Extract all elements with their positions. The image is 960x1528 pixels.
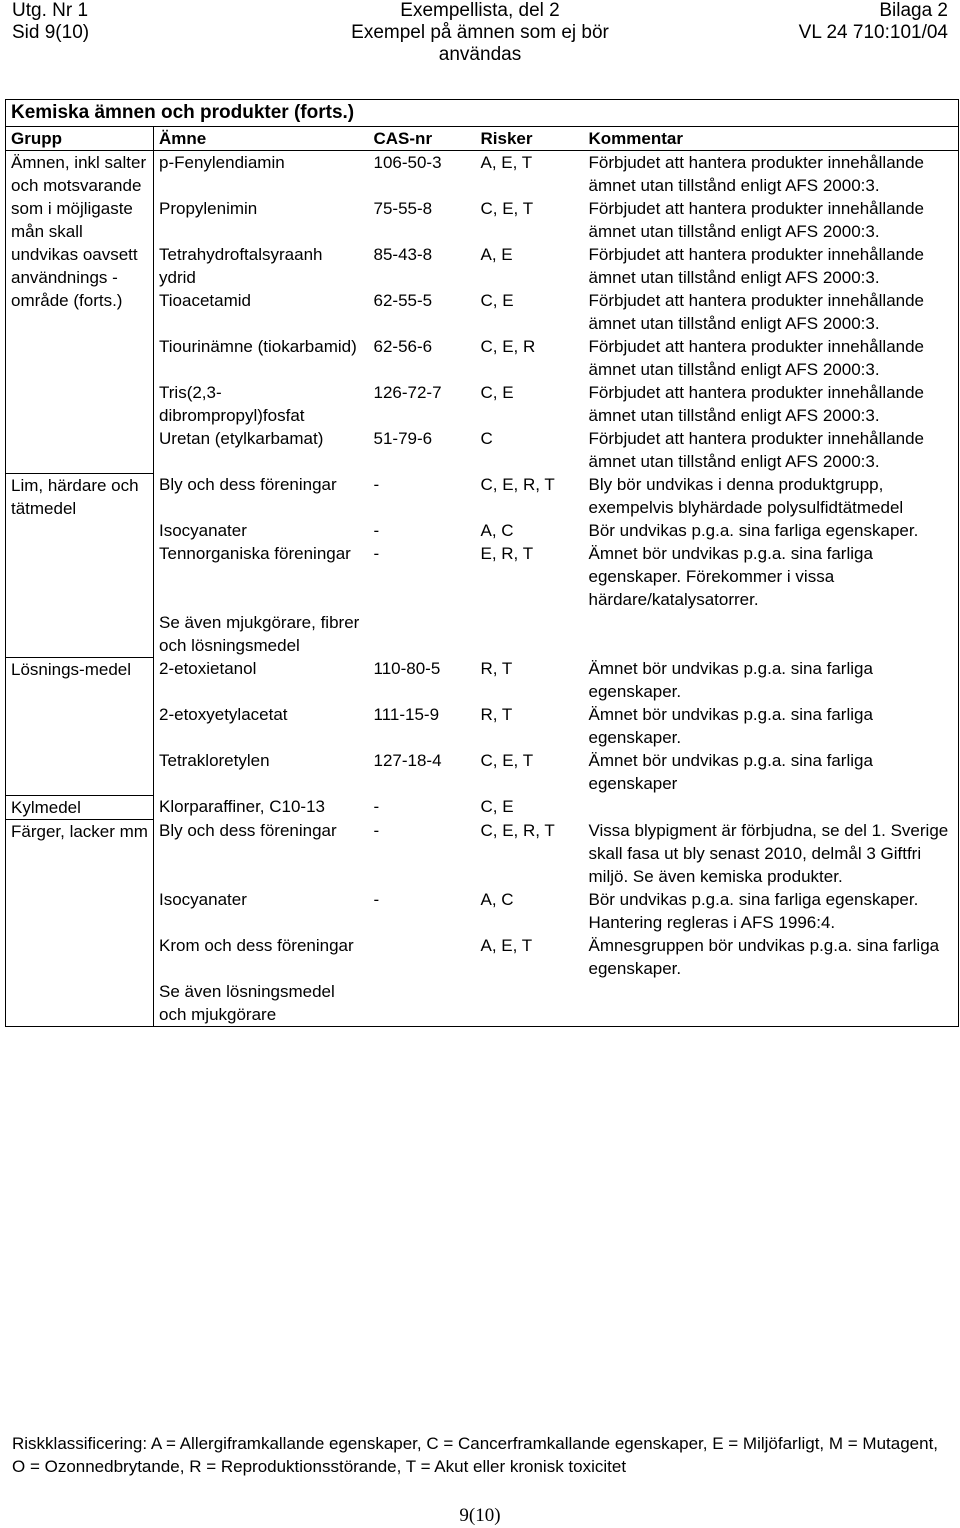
comment-cell: Förbjudet att hantera produkter innehållande ämnet utan tillstånd enligt AFS 2000:3. [584, 197, 959, 243]
cas-cell: 110-80-5 [373, 659, 441, 678]
comment-cell: Förbjudet att hantera produkter innehållande ämnet utan tillstånd enligt AFS 2000:3. [584, 243, 959, 289]
comment-cell [584, 611, 959, 657]
substance-cell: Tiourinämne (tiokarbamid) [159, 337, 357, 356]
cas-cell: 111-15-9 [373, 705, 440, 724]
risk-cell: R, T [480, 659, 513, 678]
risk-cell: A, C [480, 521, 514, 540]
table-row [6, 795, 959, 819]
risk-cell: C, E, R, T [480, 475, 555, 494]
substance-cell: Bly och dess föreningar [159, 475, 337, 494]
substance-cell: 2-etoxietanol [159, 659, 257, 678]
document-number: VL 24 710:101/04 [798, 22, 948, 43]
substance-cell: Klorparaffiner, C10-13 [159, 797, 326, 816]
comment-cell: Ämnet bör undvikas p.g.a. sina farliga egenskaper. [584, 703, 959, 749]
table-row [6, 657, 959, 703]
comment-cell: Förbjudet att hantera produkter innehållande ämnet utan tillstånd enligt AFS 2000:3. [584, 427, 959, 473]
group-cell: Ämnen, inkl salter och motsvarande som i möjligaste mån skall undvikas oavsett användnings -område (forts.) [6, 151, 154, 474]
substance-cell: Uretan (etylkarbamat) [159, 429, 324, 448]
cas-cell [369, 611, 476, 657]
cas-cell: 85-43-8 [373, 245, 433, 264]
cas-cell [369, 980, 476, 1027]
cas-cell: - [373, 544, 380, 563]
substance-cell: Krom och dess föreningar [159, 936, 354, 955]
substance-cell: Tetrakloretylen [159, 751, 270, 770]
risk-legend: Riskklassificering: A = Allergiframkallande egenskaper, C = Cancerframkallande egenskaper, E = Miljöfarligt, M = Mutagent, O = Ozonnedbrytande, R = Reproduktionsstörande, T = Akut eller kronisk toxicitet [12, 1434, 939, 1476]
group-cell: Lösnings-medel [6, 657, 154, 795]
comment-cell: Bör undvikas p.g.a. sina farliga egenskaper. Hantering regleras i AFS 1996:4. [584, 888, 959, 934]
cas-cell: 51-79-6 [373, 429, 433, 448]
risk-cell: C, E, T [480, 751, 534, 770]
cas-cell [369, 934, 476, 980]
risk-cell: A, C [480, 890, 514, 909]
table-row [6, 151, 959, 198]
page-number: 9(10) [459, 1505, 501, 1526]
list-title: Exempellista, del 2 [400, 0, 560, 21]
comment-cell: Förbjudet att hantera produkter innehållande ämnet utan tillstånd enligt AFS 2000:3. [584, 151, 959, 198]
substance-cell: Tennorganiska föreningar [159, 544, 351, 563]
substance-cell: Bly och dess föreningar [159, 821, 337, 840]
comment-cell: Ämnet bör undvikas p.g.a. sina farliga egenskaper [584, 749, 959, 795]
list-subtitle: Exempel på ämnen som ej bör användas [351, 22, 609, 65]
comment-cell: Förbjudet att hantera produkter innehållande ämnet utan tillstånd enligt AFS 2000:3. [584, 335, 959, 381]
table-title: Kemiska ämnen och produkter (forts.) [6, 100, 959, 127]
risk-cell: C, E [480, 383, 514, 402]
appendix-label: Bilaga 2 [879, 0, 948, 21]
group-cell: Färger, lacker mm [6, 819, 154, 1027]
cas-cell: 126-72-7 [373, 383, 442, 402]
substance-cell: 2-etoxyetylacetat [159, 705, 288, 724]
comment-cell: Förbjudet att hantera produkter innehållande ämnet utan tillstånd enligt AFS 2000:3. [584, 381, 959, 427]
group-cell: Kylmedel [6, 795, 154, 819]
risk-cell: C, E [480, 797, 514, 816]
substance-cell: Propylenimin [159, 199, 258, 218]
substance-cell: p-Fenylendiamin [159, 153, 285, 172]
cas-cell: 106-50-3 [373, 153, 442, 172]
risk-cell: A, E [480, 245, 513, 264]
risk-cell: C [480, 429, 493, 448]
risk-cell: A, E, T [480, 153, 533, 172]
risk-cell: C, E [480, 291, 514, 310]
column-header: Ämne [154, 127, 369, 151]
cas-cell: - [373, 797, 380, 816]
table-header-row [6, 127, 959, 151]
substance-cell: Isocyanater [159, 890, 247, 909]
table-row [6, 819, 959, 888]
comment-cell: Bly bör undvikas i denna produktgrupp, exempelvis blyhärdade polysulfidtätmedel [584, 473, 959, 519]
comment-cell: Ämnet bör undvikas p.g.a. sina farliga egenskaper. [584, 657, 959, 703]
cas-cell: - [373, 821, 380, 840]
cas-cell: 62-56-6 [373, 337, 433, 356]
comment-cell: Förbjudet att hantera produkter innehållande ämnet utan tillstånd enligt AFS 2000:3. [584, 289, 959, 335]
comment-cell: Ämnesgruppen bör undvikas p.g.a. sina farliga egenskaper. [584, 934, 959, 980]
risk-cell: A, E, T [480, 936, 533, 955]
comment-cell: Bör undvikas p.g.a. sina farliga egenskaper. [584, 519, 959, 542]
page-label: Sid 9(10) [12, 22, 90, 43]
substances-table [5, 99, 959, 1027]
substance-cell: Tris(2,3-dibrompropyl)fosfat [159, 383, 305, 425]
risk-cell [476, 611, 584, 657]
substance-cell: Se även lösningsmedel och mjukgörare [159, 982, 335, 1024]
page-header [12, 0, 948, 66]
group-cell: Lim, härdare och tätmedel [6, 473, 154, 657]
table-row [6, 473, 959, 519]
cas-cell: 62-55-5 [373, 291, 433, 310]
comment-cell [584, 980, 959, 1027]
comment-cell: Ämnet bör undvikas p.g.a. sina farliga egenskaper. Förekommer i vissa härdare/katalysatorrer. [584, 542, 959, 611]
substance-cell: Se även mjukgörare, fibrer och lösningsmedel [159, 613, 360, 655]
cas-cell: 127-18-4 [373, 751, 442, 770]
cas-cell: - [373, 521, 380, 540]
risk-cell: C, E, R, T [480, 821, 555, 840]
cas-cell: - [373, 890, 380, 909]
risk-cell: R, T [480, 705, 513, 724]
substance-cell: Tioacetamid [159, 291, 251, 310]
substance-cell: Tetrahydroftalsyraanh ydrid [159, 245, 323, 287]
comment-cell: Vissa blypigment är förbjudna, se del 1. Sverige skall fasa ut bly senast 2010, delmål 3 Giftfri miljö. Se även kemiska produkter. [584, 819, 959, 888]
cas-cell: 75-55-8 [373, 199, 433, 218]
cas-cell: - [373, 475, 380, 494]
column-header: Kommentar [584, 127, 959, 151]
column-header: Risker [476, 127, 584, 151]
column-header: Grupp [6, 127, 154, 151]
substance-cell: Isocyanater [159, 521, 247, 540]
risk-cell: C, E, R [480, 337, 536, 356]
column-header: CAS-nr [369, 127, 476, 151]
risk-cell: C, E, T [480, 199, 534, 218]
comment-cell [584, 795, 959, 819]
risk-cell: E, R, T [480, 544, 534, 563]
edition-label: Utg. Nr 1 [12, 0, 89, 21]
risk-cell [476, 980, 584, 1027]
